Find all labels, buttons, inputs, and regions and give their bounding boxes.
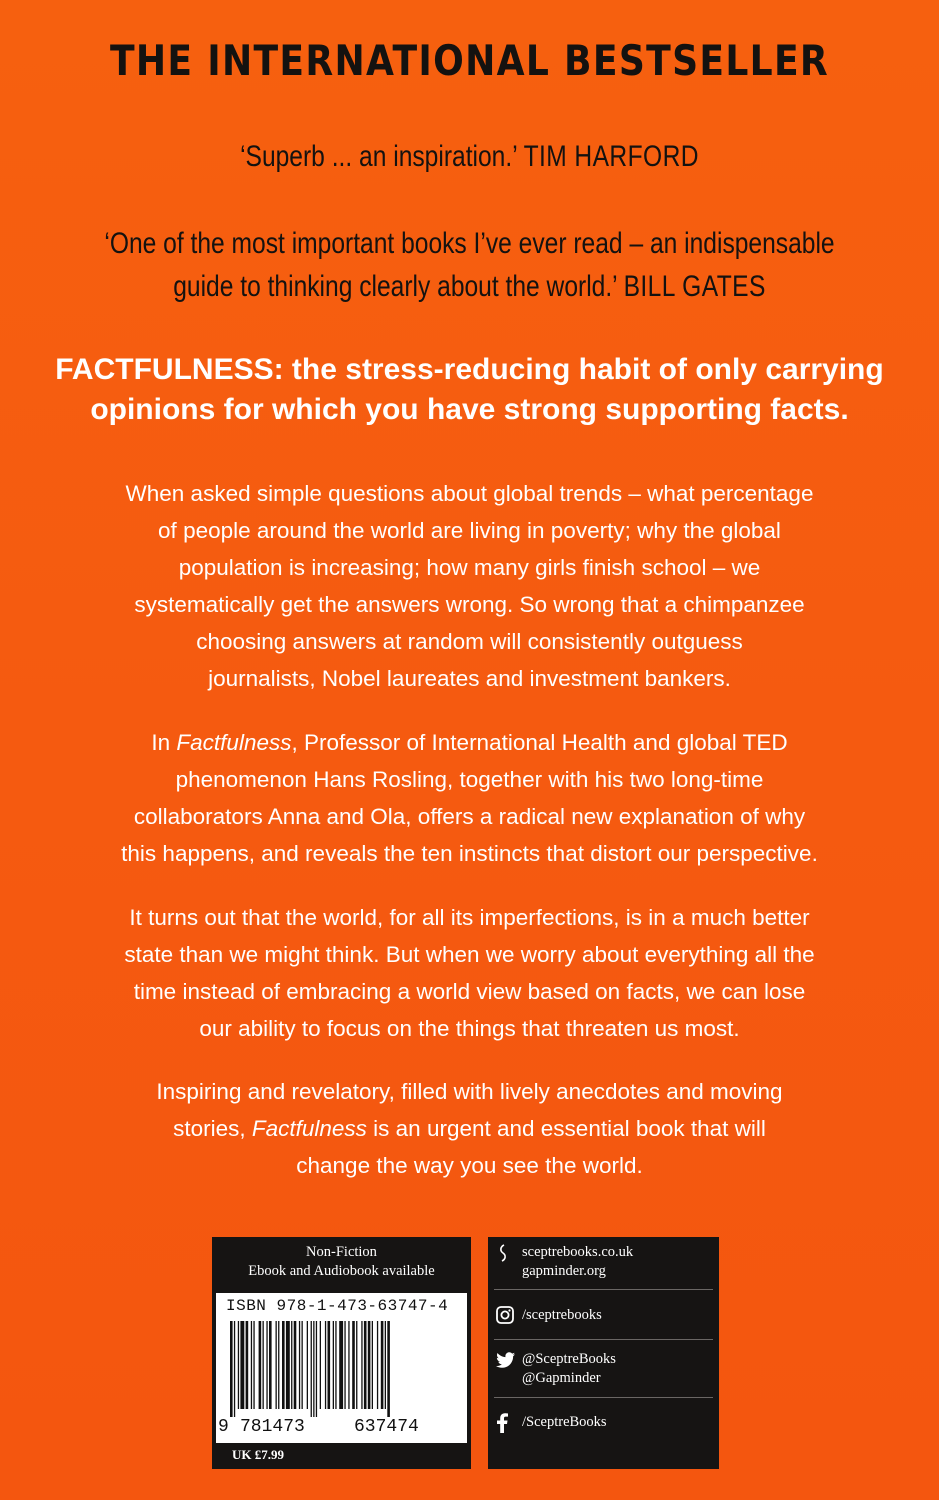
blurb-line: journalists, Nobel laureates and investment bankers. (208, 666, 731, 691)
quote-source: BILL GATES (623, 270, 766, 303)
quote-source: TIM HARFORD (523, 140, 699, 173)
barcode-bar (348, 1321, 349, 1409)
publisher-links-panel (488, 1237, 719, 1469)
instagram-icon (496, 1306, 514, 1330)
blurb-line: of people around the world are living in poverty; why the global (158, 518, 781, 543)
barcode-bar (294, 1321, 297, 1409)
barcode-bar (286, 1321, 290, 1409)
blurb-line (40, 724, 899, 761)
blurb-line: our ability to focus on the things that threaten us most. (199, 1016, 740, 1041)
blurb-line: Inspiring and revelatory, filled with lively anecdotes and moving (156, 1079, 783, 1104)
blurb-line: When asked simple questions about global trends – what percentage (125, 481, 814, 506)
blurb-line: state than we might think. But when we worry about everything all the (124, 942, 815, 967)
barcode-bar (387, 1321, 390, 1417)
barcode-bar (269, 1321, 272, 1409)
barcode-bar (291, 1321, 292, 1409)
blurb-text: In (151, 730, 177, 755)
blurb-line (40, 1110, 899, 1147)
barcode-label (216, 1293, 467, 1443)
blurb-paragraph-2 (40, 724, 899, 872)
twitter-handle[interactable]: @Gapminder (522, 1370, 601, 1386)
barcode-bar (251, 1321, 252, 1409)
blurb-line: It turns out that the world, for all its imperfections, is in a much better (129, 905, 810, 930)
tagline-line: FACTFULNESS: the stress-reducing habit of only carrying (55, 353, 884, 386)
barcode-digit-prefix: 9 (218, 1417, 229, 1437)
barcode-bar (266, 1321, 267, 1409)
tagline (0, 350, 939, 430)
blurb-paragraph-4 (40, 1073, 899, 1184)
barcode-bar (282, 1321, 285, 1409)
barcode-bar (320, 1321, 321, 1409)
barcode-bar (234, 1321, 235, 1417)
barcode-bar (276, 1321, 277, 1409)
facebook-icon (496, 1413, 508, 1439)
barcode-bar (313, 1321, 314, 1417)
barcode-bar (316, 1321, 317, 1417)
blurb-paragraph-1 (40, 475, 899, 697)
blurb-line: collaborators Anna and Ola, offers a radical new explanation of why (133, 804, 806, 829)
availability-label: Ebook and Audiobook available (248, 1263, 435, 1279)
quote-text-line: guide to thinking clearly about the world.’ (173, 270, 617, 303)
headline: THE INTERNATIONAL BESTSELLER (109, 36, 830, 85)
barcode-bar (311, 1321, 312, 1417)
barcode-bar (238, 1321, 239, 1409)
barcode-bar (368, 1321, 371, 1409)
divider (494, 1397, 713, 1398)
barcode-bar (333, 1321, 334, 1409)
barcode-panel (212, 1237, 471, 1469)
barcode-bar (263, 1321, 264, 1409)
divider (494, 1289, 713, 1290)
barcode-bar (240, 1321, 244, 1409)
barcode-bar (230, 1321, 233, 1417)
quote-bill-gates (85, 222, 855, 308)
website-link[interactable]: sceptrebooks.co.uk (522, 1244, 634, 1260)
price-label: UK £7.99 (232, 1447, 284, 1462)
genre-label: Non-Fiction (306, 1244, 377, 1260)
barcode-bar (253, 1321, 254, 1409)
barcode-bar (302, 1321, 303, 1409)
blurb-line: phenomenon Hans Rosling, together with his two long-time (175, 767, 764, 792)
blurb-line: time instead of embracing a world view based on facts, we can lose (133, 979, 806, 1004)
barcode-bar (339, 1321, 343, 1409)
barcode (230, 1321, 454, 1417)
website-link[interactable]: gapminder.org (522, 1263, 606, 1279)
barcode-bar (325, 1321, 326, 1409)
tagline-line: opinions for which you have strong supporting facts. (90, 393, 849, 426)
barcode-bar (364, 1321, 367, 1409)
divider (494, 1339, 713, 1340)
blurb-line: population is increasing; how many girls finish school – we (178, 555, 761, 580)
blurb-line: this happens, and reveals the ten instincts that distort our perspective. (121, 841, 818, 866)
book-title-italic: Factfulness (176, 730, 292, 755)
twitter-handle[interactable]: @SceptreBooks (522, 1351, 616, 1367)
barcode-bar (259, 1321, 262, 1409)
blurb-text: is an urgent and essential book that will (366, 1116, 766, 1141)
barcode-bar (385, 1321, 386, 1409)
book-title-italic: Factfulness (251, 1116, 367, 1141)
blurb-text: , Professor of International Health and global TED (291, 730, 788, 755)
barcode-panel-header (212, 1243, 471, 1281)
barcode-digits-left: 781473 (240, 1417, 305, 1437)
facebook-handle[interactable]: /SceptreBooks (522, 1414, 607, 1430)
instagram-handle[interactable]: /sceptrebooks (522, 1307, 602, 1323)
blurb-line: systematically get the answers wrong. So wrong that a chimpanzee (134, 592, 805, 617)
barcode-bar (335, 1321, 336, 1409)
sceptre-logo-icon (496, 1243, 510, 1269)
barcode-bar (381, 1321, 384, 1409)
isbn-text: ISBN 978-1-473-63747-4 (226, 1297, 449, 1315)
barcode-bar (356, 1321, 357, 1409)
barcode-digits-right: 637474 (354, 1417, 419, 1437)
blurb-paragraph-3 (40, 899, 899, 1047)
blurb-line: change the way you see the world. (296, 1153, 643, 1178)
blurb-text: stories, (173, 1116, 252, 1141)
barcode-bar (361, 1321, 362, 1409)
twitter-icon (496, 1352, 516, 1374)
barcode-bar (246, 1321, 249, 1409)
quote-tim-harford (85, 135, 855, 178)
barcode-bar (328, 1321, 331, 1409)
barcode-bar (278, 1321, 279, 1409)
barcode-bar (372, 1321, 373, 1409)
barcode-bar (344, 1321, 345, 1409)
blurb-line: choosing answers at random will consistently outguess (196, 629, 743, 654)
barcode-bar (307, 1321, 308, 1409)
barcode-bar (299, 1321, 300, 1409)
quote-text: ‘Superb ... an inspiration.’ (240, 140, 517, 173)
barcode-bar (352, 1321, 355, 1409)
quote-text-line: ‘One of the most important books I’ve ever read – an indispensable (104, 227, 835, 260)
barcode-bar (377, 1321, 378, 1409)
